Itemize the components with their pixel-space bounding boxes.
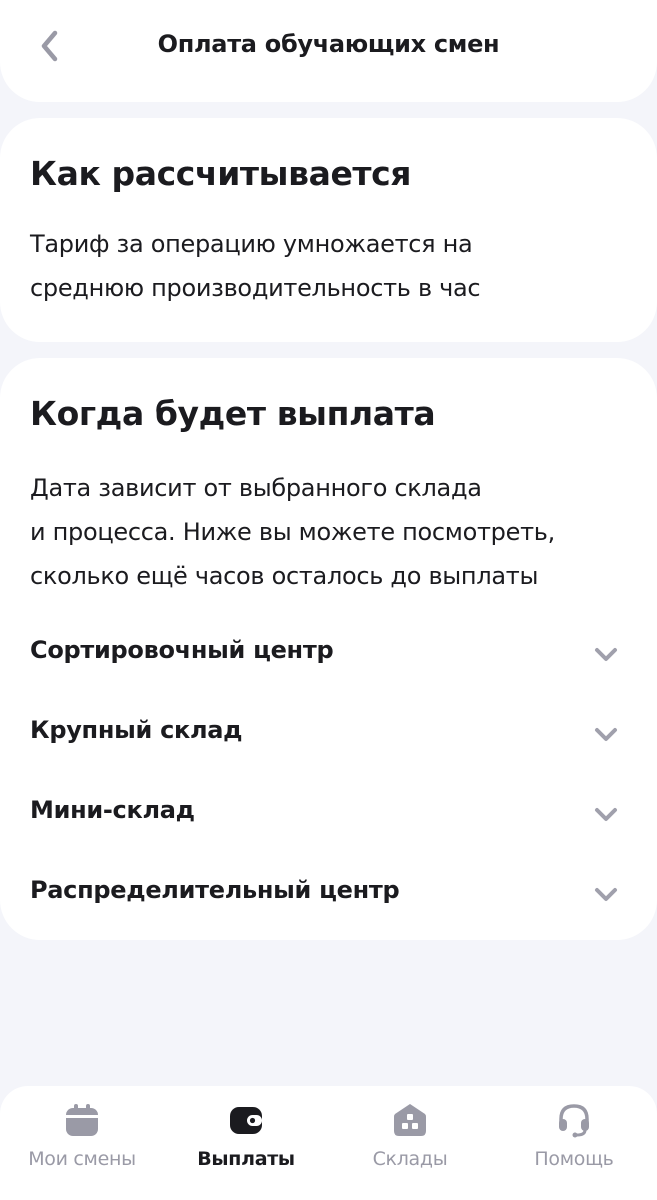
tab-label: Склады bbox=[372, 1148, 448, 1170]
tab-warehouses[interactable] bbox=[328, 1086, 492, 1200]
payout-text bbox=[30, 466, 610, 598]
payout-text-line: Дата зависит от выбранного склада bbox=[30, 474, 482, 502]
payout-card bbox=[0, 358, 657, 940]
chevron-left-icon bbox=[36, 28, 64, 64]
tab-label: Выплаты bbox=[197, 1148, 295, 1170]
payout-text-line: сколько ещё часов осталось до выплаты bbox=[30, 562, 539, 590]
warehouse-type-list bbox=[0, 614, 657, 934]
tab-label: Мои смены bbox=[28, 1148, 136, 1170]
chevron-down-icon bbox=[592, 880, 620, 908]
calendar-icon bbox=[64, 1102, 100, 1138]
accordion-item-distribution-center[interactable] bbox=[0, 854, 657, 934]
tab-help[interactable] bbox=[492, 1086, 656, 1200]
tab-payouts[interactable] bbox=[164, 1086, 328, 1200]
payout-title: Когда будет выплата bbox=[30, 394, 436, 433]
tab-my-shifts[interactable] bbox=[0, 1086, 164, 1200]
bottom-tab-bar bbox=[0, 1086, 657, 1200]
warehouse-icon bbox=[392, 1102, 428, 1138]
accordion-label: Крупный склад bbox=[30, 716, 243, 744]
payout-text-line: и процесса. Ниже вы можете посмотреть, bbox=[30, 518, 555, 546]
accordion-label: Мини-склад bbox=[30, 796, 195, 824]
wallet-icon bbox=[228, 1102, 264, 1138]
header-bar bbox=[0, 0, 657, 102]
calculation-card bbox=[0, 118, 657, 342]
chevron-down-icon bbox=[592, 800, 620, 828]
calculation-text-line: Тариф за операцию умножается на bbox=[30, 230, 473, 258]
calculation-title: Как рассчитывается bbox=[30, 154, 412, 193]
accordion-label: Распределительный центр bbox=[30, 876, 400, 904]
page-title: Оплата обучающих смен bbox=[157, 30, 500, 58]
accordion-label: Сортировочный центр bbox=[30, 636, 334, 664]
accordion-item-large-warehouse[interactable] bbox=[0, 694, 657, 774]
tab-label: Помощь bbox=[534, 1148, 614, 1170]
back-button[interactable] bbox=[28, 24, 72, 68]
accordion-item-mini-warehouse[interactable] bbox=[0, 774, 657, 854]
chevron-down-icon bbox=[592, 720, 620, 748]
accordion-item-sorting-center[interactable] bbox=[0, 614, 657, 694]
calculation-text-line: среднюю производительность в час bbox=[30, 274, 481, 302]
headset-icon bbox=[556, 1102, 592, 1138]
chevron-down-icon bbox=[592, 640, 620, 668]
calculation-text bbox=[30, 222, 610, 310]
